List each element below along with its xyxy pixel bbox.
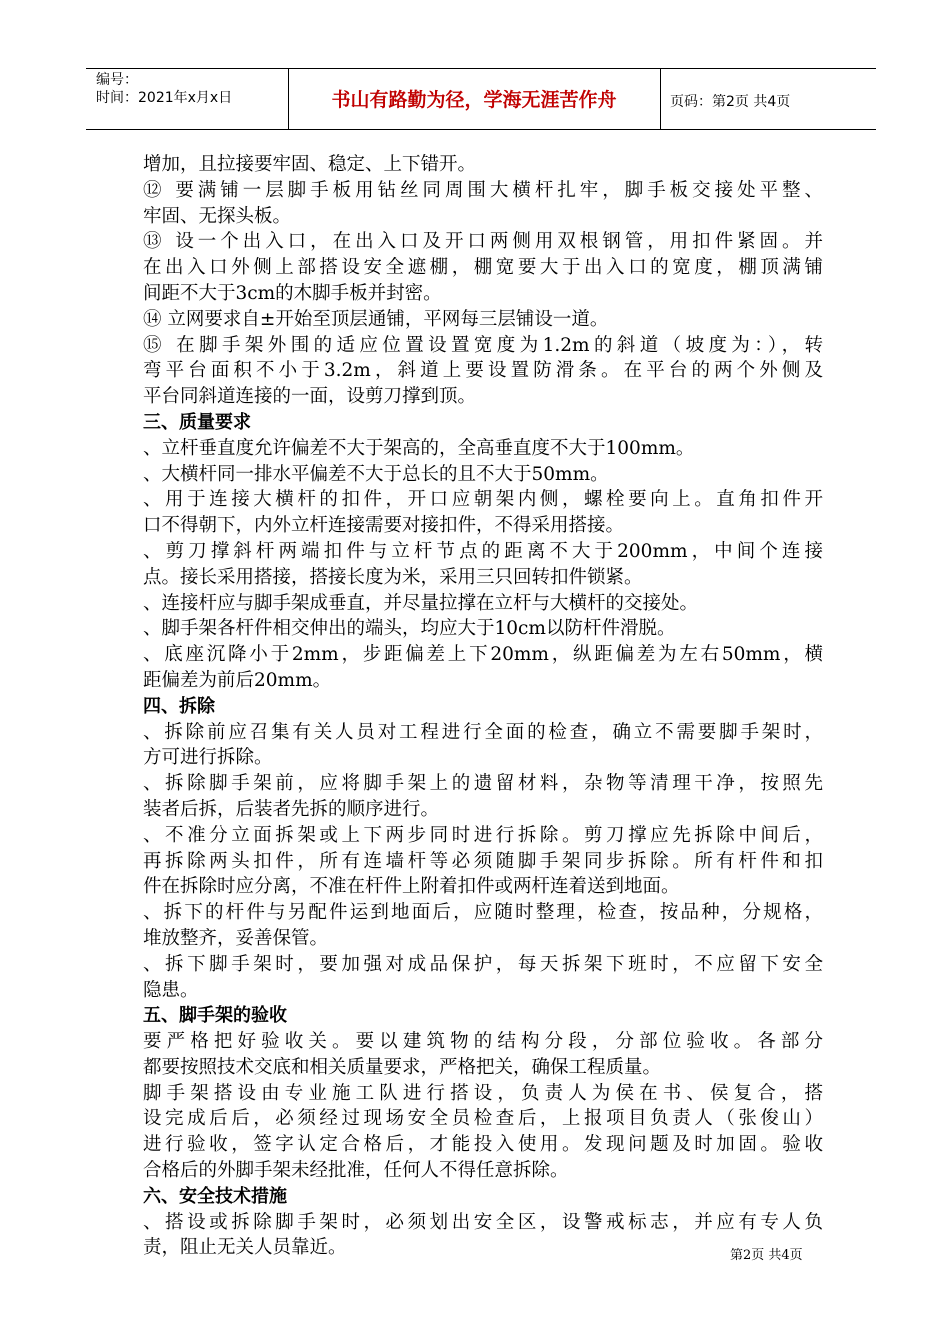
document-number-label: 编号： <box>96 72 138 88</box>
text-line: ⑭ 立网要求自±开始至顶层通铺，平网每三层铺设一道。 <box>143 308 609 330</box>
text-line: 进行验收，签字认定合格后，才能投入使用。发现问题及时加固。验收 <box>143 1134 823 1156</box>
text-line: 平台同斜道连接的一面，设剪刀撑到顶。 <box>143 386 477 408</box>
section-heading: 三、质量要求 <box>143 411 251 433</box>
text-line: 牢固、无探头板。 <box>143 205 292 227</box>
text-line: 、脚手架各杆件相交伸出的端头，均应大于10cm以防杆件滑脱。 <box>143 618 676 640</box>
text-line: 、剪刀撑斜杆两端扣件与立杆节点的距离不大于200mm，中间个连接 <box>143 540 823 562</box>
header-page-number: 页码：第2页 共4页 <box>670 94 791 110</box>
text-line: 、不准分立面拆架或上下两步同时进行拆除。剪刀撑应先拆除中间后， <box>143 824 823 846</box>
text-line: 、底座沉降小于2mm，步距偏差上下20mm，纵距偏差为左右50mm，横 <box>143 644 823 666</box>
section-heading: 四、拆除 <box>143 695 215 717</box>
text-line: 件在拆除时应分离，不准在杆件上附着扣件或两杆连着送到地面。 <box>143 876 680 898</box>
text-line: 脚手架搭设由专业施工队进行搭设，负责人为侯在书、侯复合，搭 <box>143 1082 823 1104</box>
text-line: 责，阻止无关人员靠近。 <box>143 1237 347 1259</box>
text-line: 、立杆垂直度允许偏差不大于架高的，全高垂直度不大于100mm。 <box>143 437 695 459</box>
text-line: 方可进行拆除。 <box>143 747 273 769</box>
text-line: ⑮ 在脚手架外围的适应位置设置宽度为1.2m的斜道（坡度为：），转 <box>143 334 823 356</box>
text-line: 、大横杆同一排水平偏差不大于总长的且不大于50mm。 <box>143 463 609 485</box>
document-body <box>143 152 823 1261</box>
text-line: 再拆除两头扣件，所有连墙杆等必须随脚手架同步拆除。所有杆件和扣 <box>143 850 823 872</box>
text-line: 口不得朝下，内外立杆连接需要对接扣件，不得采用搭接。 <box>143 515 625 537</box>
text-line: 、拆下的杆件与另配件运到地面后，应随时整理，检查，按品种，分规格， <box>143 902 823 924</box>
text-line: 装者后拆，后装者先拆的顺序进行。 <box>143 798 440 820</box>
section-heading: 六、安全技术措施 <box>143 1185 287 1207</box>
header-meta-cell <box>86 69 289 129</box>
header-motto-cell <box>288 69 661 129</box>
text-line: ⑫ 要满铺一层脚手板用钻丝同周围大横杆扎牢，脚手板交接处平整、 <box>143 179 823 201</box>
text-line: 距偏差为前后20mm。 <box>143 669 332 691</box>
text-line: 、拆下脚手架时，要加强对成品保护，每天拆架下班时，不应留下安全 <box>143 953 823 975</box>
page-footer-number: 第2页 共4页 <box>730 1248 803 1263</box>
page-header <box>86 68 876 130</box>
text-line: 、连接杆应与脚手架成垂直，并尽量拉撑在立杆与大横杆的交接处。 <box>143 592 699 614</box>
text-line: 间距不大于3cm的木脚手板并封密。 <box>143 282 442 304</box>
text-line: 、拆除前应召集有关人员对工程进行全面的检查，确立不需要脚手架时， <box>143 721 823 743</box>
section-heading: 五、脚手架的验收 <box>143 1005 287 1027</box>
text-line: 增加，且拉接要牢固、稳定、上下错开。 <box>143 154 477 175</box>
document-time-label: 时间：2021年x月x日 <box>96 90 233 106</box>
header-page-cell <box>660 69 876 129</box>
text-line: 要严格把好验收关。要以建筑物的结构分段，分部位验收。各部分 <box>143 1031 823 1053</box>
text-line: 、拆除脚手架前，应将脚手架上的遗留材料，杂物等清理干净，按照先 <box>143 773 823 795</box>
text-line: ⑬ 设一个出入口，在出入口及开口两侧用双根钢管，用扣件紧固。并 <box>143 231 823 253</box>
text-line: 点。接长采用搭接，搭接长度为米，采用三只回转扣件锁紧。 <box>143 566 643 588</box>
text-line: 隐患。 <box>143 979 199 1001</box>
text-line: 堆放整齐，妥善保管。 <box>143 927 329 949</box>
header-motto: 书山有路勤为径，学海无涯苦作舟 <box>331 89 617 111</box>
text-line: 合格后的外脚手架未经批准，任何人不得任意拆除。 <box>143 1160 569 1182</box>
text-line: 弯平台面积不小于3.2m，斜道上要设置防滑条。在平台的两个外侧及 <box>143 360 823 382</box>
text-line: 都要按照技术交底和相关质量要求，严格把关，确保工程质量。 <box>143 1056 662 1078</box>
text-line: 在出入口外侧上部搭设安全遮棚，棚宽要大于出入口的宽度，棚顶满铺 <box>143 257 823 279</box>
text-line: 、搭设或拆除脚手架时，必须划出安全区，设警戒标志，并应有专人负 <box>143 1211 823 1233</box>
text-line: 设完成后后，必须经过现场安全员检查后，上报项目负责人（张俊山） <box>143 1108 823 1130</box>
text-line: 、用于连接大横杆的扣件，开口应朝架内侧，螺栓要向上。直角扣件开 <box>143 489 823 511</box>
